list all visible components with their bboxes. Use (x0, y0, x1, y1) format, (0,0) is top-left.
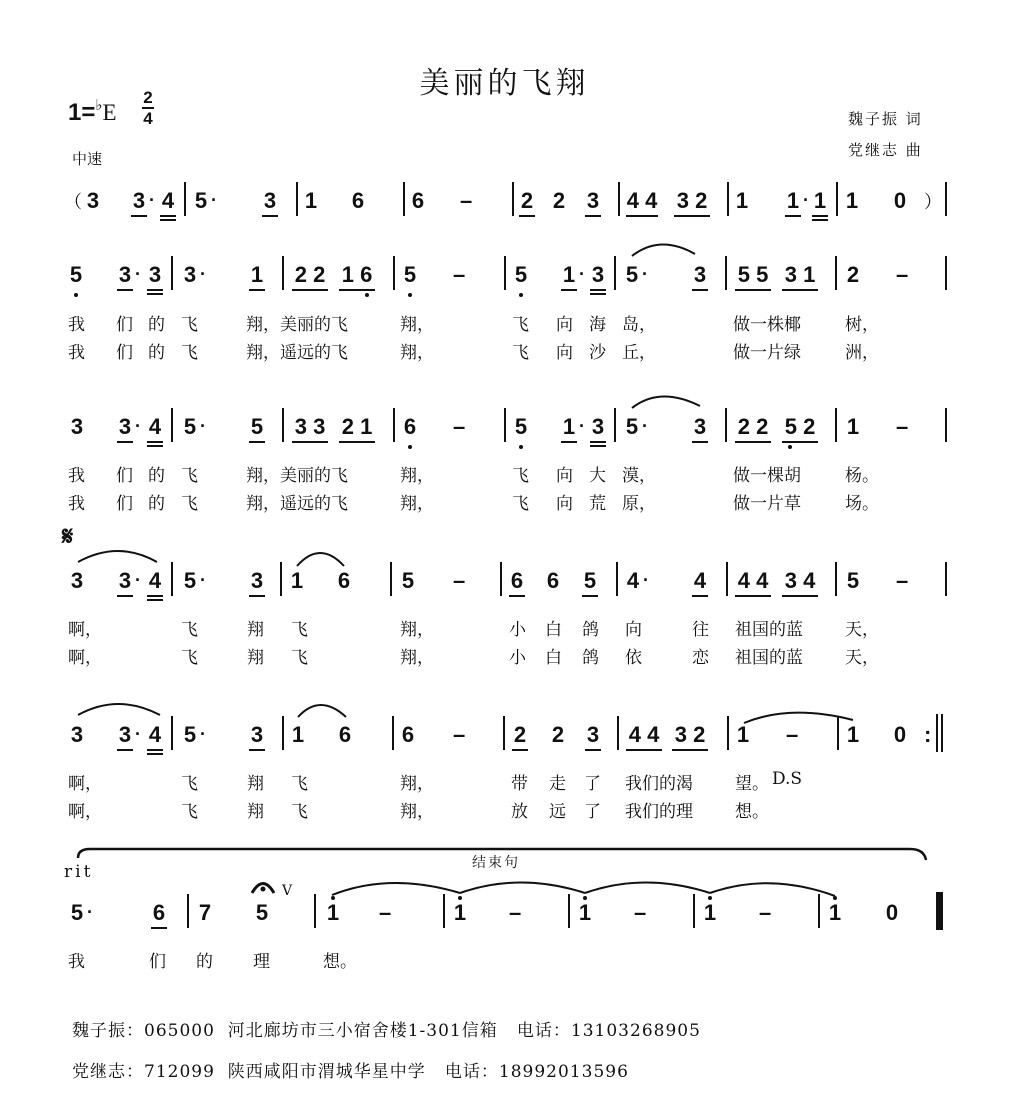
barline (835, 408, 837, 442)
composer-contact: 党继志：712099 陕西咸阳市渭城华星中学 电话：18992013596 (72, 1062, 629, 1082)
dot: · (642, 416, 648, 436)
note: 6 (509, 568, 525, 594)
note: 4 (147, 722, 163, 748)
note: 3 (70, 722, 84, 747)
note: 5 (68, 262, 84, 288)
lyricist-contact: 魏子振：065000 河北廊坊市三小宿舍楼1-301信箱 电话：13103268905 (72, 1021, 701, 1041)
note: 5 (183, 568, 197, 593)
segno-icon: 𝄋 (62, 522, 74, 552)
note: 3 (117, 722, 133, 748)
tie (460, 883, 585, 894)
note: 6 (351, 188, 365, 213)
barline (617, 716, 619, 750)
dot: · (149, 190, 155, 210)
note: 1 (561, 414, 577, 440)
repeat-sign: : (924, 722, 932, 747)
barline (393, 256, 395, 290)
dot: · (135, 416, 141, 436)
dot: · (803, 190, 809, 210)
lyrics-verse-2: 我 们 的 飞 翔，遥远的飞 翔， 飞 向 荒 原， 做一片草 场。 (68, 494, 879, 514)
slur (298, 705, 346, 717)
barline (837, 716, 839, 750)
note: 6 (338, 722, 352, 747)
note: 4 (160, 188, 176, 214)
note: 4 (147, 568, 163, 594)
dash: – (460, 188, 473, 213)
lyrics-verse-2: 啊， 飞 翔 飞 翔， 放 远 了 我们的理 想。 (68, 802, 769, 822)
note: 5 (249, 414, 265, 440)
note: 2 (512, 722, 528, 748)
note: 4 (692, 568, 708, 594)
note: 6 (401, 722, 415, 747)
note-group: 2 2 (735, 414, 771, 440)
note: 6 (337, 568, 351, 593)
note: 7 (198, 900, 212, 925)
dash: – (634, 900, 647, 925)
note-group: 4 4 (626, 722, 662, 748)
note-high: 1 (452, 900, 468, 926)
note-group: 4 4 (626, 188, 658, 214)
dot: · (135, 724, 141, 744)
slur (297, 553, 344, 566)
note: 1 (736, 722, 750, 747)
tempo-marking: 中速 (72, 150, 103, 168)
barline (282, 408, 284, 442)
dash: – (453, 568, 466, 593)
note-group: 5 2 (782, 414, 818, 440)
note: 1 (290, 568, 304, 593)
note: 3 (86, 188, 100, 213)
dot: · (643, 570, 649, 590)
note: 1 (845, 188, 859, 213)
note: 3 (249, 568, 265, 594)
breath-mark: V (282, 883, 293, 899)
barline (171, 716, 173, 750)
barline (727, 182, 729, 216)
ds-marking: D.S (772, 769, 803, 789)
note: 3 (117, 568, 133, 594)
close-paren: ） (924, 192, 942, 213)
dash: – (896, 262, 909, 287)
lyrics-verse-1: 我 们 的 飞 翔，美丽的飞 翔， 飞 向 海 岛， 做一株椰 树， (68, 315, 879, 335)
note: 1 (304, 188, 318, 213)
note: 2 (551, 722, 565, 747)
note: 5 (846, 568, 860, 593)
barline (171, 408, 173, 442)
dash: – (379, 900, 392, 925)
note: 3 (249, 722, 265, 748)
barline (314, 894, 316, 928)
note: 5 (625, 262, 639, 287)
barline (296, 182, 298, 216)
note-group: 4 4 (735, 568, 771, 594)
lyricist-credit: 魏子振 词 (848, 110, 923, 128)
barline (693, 894, 695, 928)
tie (332, 883, 460, 895)
dash: – (453, 262, 466, 287)
flat-icon: ♭ (95, 97, 103, 114)
note: 5 (513, 414, 529, 440)
key-signature (68, 96, 117, 127)
time-sig-top: 2 (143, 88, 153, 107)
note-high: 1 (827, 900, 843, 926)
lyrics-verse-2: 我 们 的 飞 翔，遥远的飞 翔， 飞 向 沙 丘， 做一片绿 洲， (68, 343, 879, 363)
score-system-4 (0, 568, 1009, 608)
tie (585, 883, 710, 894)
dash: – (896, 568, 909, 593)
note: 2 (519, 188, 535, 214)
note: 1 (249, 262, 265, 288)
note: 1 (291, 722, 305, 747)
slur (78, 551, 157, 562)
note-group: 3 4 (782, 568, 818, 594)
barline (512, 182, 514, 216)
slur (78, 704, 160, 715)
rit-marking: rit (64, 862, 94, 882)
barline (727, 716, 729, 750)
dash: – (509, 900, 522, 925)
note: 1 (812, 188, 828, 214)
composer-credit: 党继志 曲 (848, 141, 923, 159)
note-group: 3 2 (672, 722, 708, 748)
note: 1 (846, 722, 860, 747)
barline (836, 182, 838, 216)
note: 1 (846, 414, 860, 439)
barline (282, 256, 284, 290)
dash: – (759, 900, 772, 925)
barline (616, 562, 618, 596)
lyrics-coda: 我 们 的 理 想。 (68, 952, 357, 972)
note: 6 (411, 188, 425, 213)
note-group: 3 3 (292, 414, 328, 440)
note: 0 (893, 722, 907, 747)
barline (618, 182, 620, 216)
open-paren: （ (64, 192, 82, 213)
final-barline (936, 892, 943, 930)
note: 3 (70, 414, 84, 439)
note: 3 (117, 414, 133, 440)
barline (500, 562, 502, 596)
barline (945, 256, 947, 290)
note: 6 (151, 900, 167, 926)
note: 0 (885, 900, 899, 925)
lyrics-verse-1: 我 们 的 飞 翔，美丽的飞 翔， 飞 向 大 漠， 做一棵胡 杨。 (68, 466, 879, 486)
note: 5 (582, 568, 598, 594)
time-signature (142, 88, 154, 128)
barline (835, 562, 837, 596)
note: 5 (401, 568, 415, 593)
note-group: 1 6 (339, 262, 375, 288)
note: 3 (585, 188, 601, 214)
note: 3 (590, 262, 606, 288)
note: 5 (183, 722, 197, 747)
dot: · (200, 416, 206, 436)
barline (945, 408, 947, 442)
barline (443, 894, 445, 928)
barline (725, 256, 727, 290)
note-group: 2 1 (339, 414, 375, 440)
barline (403, 182, 405, 216)
note: 5 (183, 414, 197, 439)
score-system-2 (0, 262, 1009, 302)
note: 2 (846, 262, 860, 287)
barline (945, 182, 947, 216)
dot: · (200, 570, 206, 590)
barline (393, 408, 395, 442)
note: 5 (402, 262, 418, 288)
score-system-6 (0, 900, 1009, 940)
dot: · (135, 264, 141, 284)
note-group: 2 2 (292, 262, 328, 288)
score-system-1 (0, 188, 1009, 228)
dash: – (453, 722, 466, 747)
slur (632, 244, 695, 256)
dot: · (211, 190, 217, 210)
note: 3 (183, 262, 197, 287)
slur (632, 396, 700, 408)
note: 5 (194, 188, 208, 213)
barline (282, 716, 284, 750)
dot: · (87, 902, 93, 922)
dash: – (786, 722, 799, 747)
dot: · (200, 724, 206, 744)
note: 3 (585, 722, 601, 748)
note: 3 (590, 414, 606, 440)
lyrics-verse-1: 啊， 飞 翔 飞 翔， 小 白 鸽 向 往 祖国的蓝 天， (68, 620, 879, 640)
barline (726, 562, 728, 596)
barline (171, 256, 173, 290)
note: 3 (147, 262, 163, 288)
note-group: 5 5 (735, 262, 771, 288)
barline (945, 562, 947, 596)
barline (818, 894, 820, 928)
barline (171, 562, 173, 596)
lyrics-verse-2: 啊， 飞 翔 飞 翔， 小 白 鸽 依 恋 祖国的蓝 天， (68, 648, 879, 668)
barline (568, 894, 570, 928)
barline (504, 256, 506, 290)
score-system-5 (0, 722, 1009, 762)
end-repeat-barline (936, 714, 943, 752)
note: 3 (131, 188, 147, 214)
barline (184, 182, 186, 216)
dot: · (135, 570, 141, 590)
dot: · (579, 264, 585, 284)
time-sig-bottom: 4 (143, 109, 153, 128)
fermata-icon (252, 884, 274, 894)
barline (614, 256, 616, 290)
note: 1 (561, 262, 577, 288)
note: 3 (692, 262, 708, 288)
barline (504, 408, 506, 442)
key-letter: E (102, 100, 117, 125)
song-title: 美丽的飞翔 (419, 66, 590, 101)
note-group: 3 1 (782, 262, 818, 288)
note-group: 3 2 (674, 188, 710, 214)
note: 5 (513, 262, 529, 288)
note: 4 (147, 414, 163, 440)
note: 1 (735, 188, 749, 213)
barline (835, 256, 837, 290)
barline (187, 894, 189, 928)
tie (710, 883, 835, 896)
barline (280, 562, 282, 596)
dot: · (200, 264, 206, 284)
note: 5 (255, 900, 269, 925)
note: 2 (552, 188, 566, 213)
note: 5 (625, 414, 639, 439)
note: 3 (70, 568, 84, 593)
score-system-3 (0, 414, 1009, 454)
note-high: 1 (577, 900, 593, 926)
lyrics-verse-1: 啊， 飞 翔 飞 翔， 带 走 了 我们的渴 望。 D.S (68, 769, 803, 794)
dot: · (642, 264, 648, 284)
note: 0 (893, 188, 907, 213)
barline (392, 716, 394, 750)
note: 3 (117, 262, 133, 288)
dash: – (453, 414, 466, 439)
note-high: 1 (702, 900, 718, 926)
coda-label: 结束句 (472, 855, 520, 871)
note: 5 (70, 900, 84, 925)
barline (614, 408, 616, 442)
barline (725, 408, 727, 442)
note: 1 (785, 188, 801, 214)
note-high: 1 (325, 900, 341, 926)
note: 6 (402, 414, 418, 440)
note: 3 (692, 414, 708, 440)
barline (390, 562, 392, 596)
note: 3 (262, 188, 278, 214)
dash: – (896, 414, 909, 439)
dot: · (579, 416, 585, 436)
key-prefix: 1= (68, 99, 96, 126)
note: 4 (626, 568, 640, 593)
barline (503, 716, 505, 750)
note: 6 (546, 568, 560, 593)
